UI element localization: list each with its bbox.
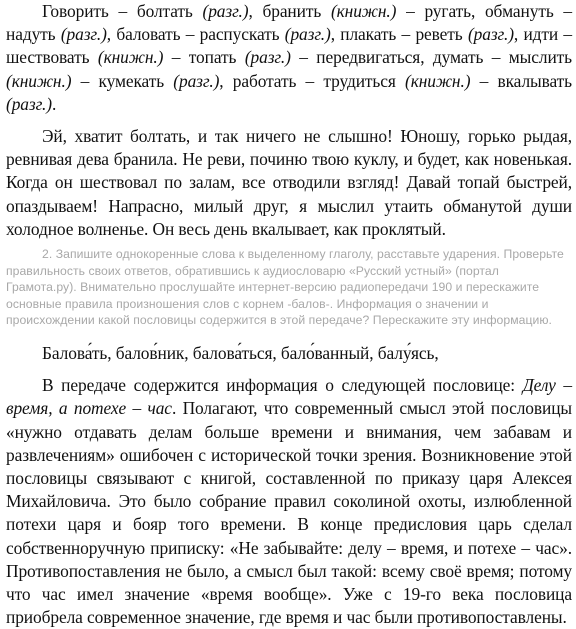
story-paragraph: Эй, хватит болтать, и так ничего не слышно! Юношу, горько рыдая, ревнивая дева бранила. Не реви, починю твою куклу, и будет, как новенькая. Когда он шествовал по залам, все отводили взгляд! Давай топай быстрей, опаздываем! Напрасно, милый друг, я мыслил утаить обманутой души холодное волненье. Он весь день вкалывает, как проклятый. <box>6 126 572 239</box>
style-mark: (разг.) <box>284 24 331 45</box>
synonyms-text: – топать <box>163 47 245 68</box>
proverb: Делу – время, а потехе – час <box>6 375 573 419</box>
synonyms-text: , баловать – распускать <box>106 24 285 45</box>
synonyms-text: – ругать, обмануть – надуть <box>6 1 572 45</box>
style-mark: (разг.) <box>60 24 107 45</box>
style-mark: (разг.) <box>202 1 249 21</box>
synonyms-text: , работать – трудиться <box>219 70 405 91</box>
style-mark: (книжн.) <box>97 47 164 68</box>
synonyms-text: – вкалывать <box>470 70 572 91</box>
synonyms-text: , идти – шествовать <box>6 24 573 68</box>
textbook-page <box>6 0 572 629</box>
style-mark: (разг.) <box>6 93 52 114</box>
answer-text: . Полагают, что современный смысл этой пословицы «нужно отдавать делам больше времени и внимания, чем забавам и развлечениям» ошибочен с исторической точки зрения. Возникновение этой пословицы связывают с книгой, составленной по приказу царя Алексея Михайловича. Это было собрание правил соколиной охоты, излюбленной потехи царя и бояр того времени. В конце предисловия царь сделал собственноручную приписку: «Не забывайте: делу – время, и потехе – час». Противопоставления не было, а смысл был такой: всему своё время; потому что час имел значение «время вообще». Уже с 19-го века пословица приобрела современное значение, где время и час были противопоставлены. <box>6 398 573 628</box>
answer-paragraph <box>6 374 572 629</box>
synonyms-text: – кумекать <box>71 70 174 91</box>
style-mark: (книжн.) <box>405 70 471 91</box>
style-mark: (книжн.) <box>6 70 72 91</box>
synonyms-text: , плакать – реветь <box>330 24 468 45</box>
style-mark: (разг.) <box>467 24 514 45</box>
style-mark: (разг.) <box>173 70 220 91</box>
synonyms-text: – передвигаться, думать – мыслить <box>290 47 572 68</box>
style-mark: (книжн.) <box>330 1 397 21</box>
synonyms-text: . <box>51 93 57 114</box>
task-2-paragraph: 2. Запишите однокоренные слова к выделенному глаголу, расставьте ударения. Проверьте правильность своих ответов, обратившись к аудиословарю «Русский устный» (портал Грамота.ру). Внимательно прослушайте интернет-версию радиопередачи 190 и перескажите основные правила произношения слов с корнем -балов-. Информация о значении и происхождении какой пословицы содержится в этой передаче? Перескажите эту информацию. <box>6 247 564 328</box>
accented-words-line: Балова́ть, балов́ник, балова́ться, бало́ванный, балу́ясь, <box>42 343 439 363</box>
synonyms-text: Говорить – болтать <box>42 1 203 21</box>
answer-text: В передаче содержится информация о следующей пословице: <box>42 375 523 396</box>
style-mark: (разг.) <box>244 47 291 68</box>
synonyms-text: , бранить <box>248 1 331 21</box>
synonyms-paragraph <box>6 0 572 116</box>
